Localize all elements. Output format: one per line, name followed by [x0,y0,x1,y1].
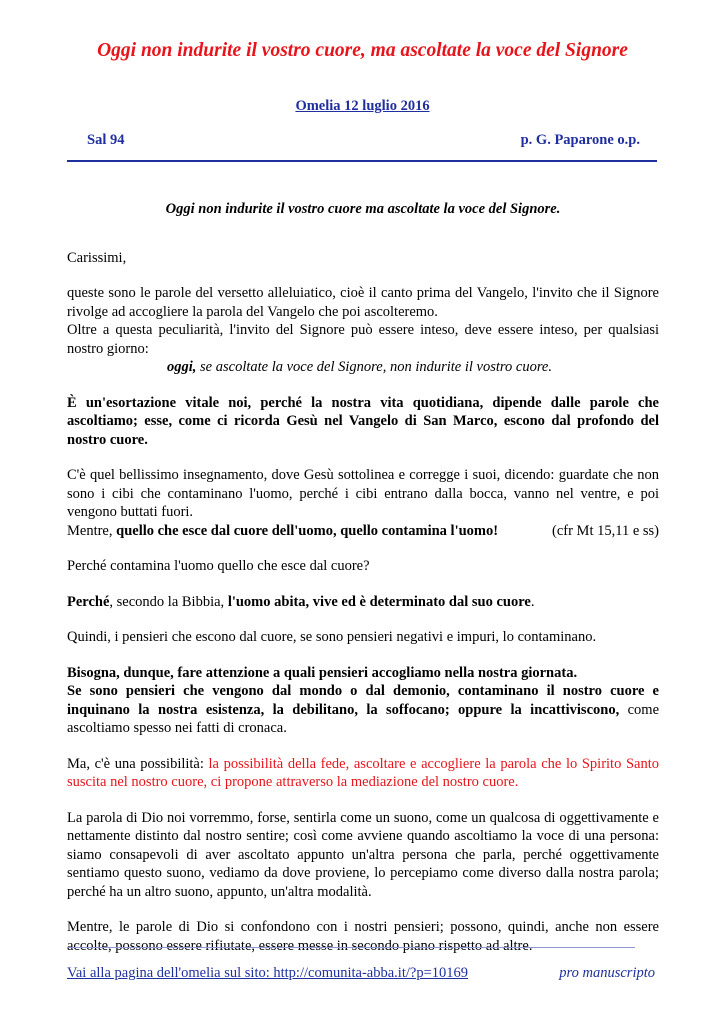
homily-body [67,200,659,972]
paragraph-3b [67,522,659,541]
paragraph-2: È un'esortazione vitale noi, perché la nostra vita quotidiana, dipende dalle parole che ascoltiamo; esse, come ci ricorda Gesù nel Vangelo di San Marco, escono dal profondo del nostro cuore. [67,394,659,448]
p5-bold-1: Perché [67,593,110,610]
homily-date [0,98,725,115]
page-title: Oggi non indurite il vostro cuore, ma ascoltate la voce del Signore [97,40,628,61]
psalm-reference: Sal 94 [87,132,125,148]
p3b-start: Mentre, [67,522,117,539]
cfr-reference: (cfr Mt 15,11 e ss) [552,522,659,539]
subtitle: Oggi non indurite il vostro cuore ma ascoltate la voce del Signore. [165,201,561,217]
author-name: p. G. Paparone o.p. [520,132,640,148]
p5-mid: , secondo la Bibbia, [109,593,228,610]
quote-rest: se ascoltate la voce del Signore, non indurite il vostro cuore. [196,359,552,375]
paragraph-7a: Bisogna, dunque, fare attenzione a quali pensieri accogliamo nella nostra giornata. [67,664,578,681]
homily-date-text: Omelia 12 luglio 2016 [295,98,430,114]
footer-note: pro manuscripto [559,965,655,981]
p8-start: Ma, c'è una possibilità: [67,755,209,772]
homily-page-link[interactable]: Vai alla pagina dell'omelia sul sito: http://comunita-abba.it/?p=10169 [67,965,468,981]
paragraph-7b [67,682,659,738]
header-divider [67,160,657,162]
greeting: Carissimi, [67,249,127,266]
scripture-quote [67,358,659,377]
paragraph-6: Quindi, i pensieri che escono dal cuore, se sono pensieri negativi e impuri, lo contaminano. [67,629,597,645]
paragraph-5 [67,593,659,612]
p7b-end: come ascoltiamo spesso nei fatti di cronaca. [67,701,660,736]
p5-end: . [530,593,535,610]
quote-bold: oggi, [167,359,197,375]
footer-divider [67,947,635,948]
paragraph-9: La parola di Dio noi vorremmo, forse, sentirla come un suono, come un qualcosa di oggettivamente e nettamente distinto dal nostro sentire; così come avviene quando ascoltiamo la voce di una persona: siamo consapevoli di aver ascoltato appunto un'altra persona che parla, perché oggettivamente sentiamo questo suono, vediamo da dove proviene, lo percepiamo come diverso dalla nostra parola; perché ha un altro suono, appunto, un'altra modalità. [67,809,659,900]
paragraph-4: Perché contamina l'uomo quello che esce dal cuore? [67,558,370,574]
paragraph-3: C'è quel bellissimo insegnamento, dove Gesù sottolinea e corregge i suoi, dicendo: guardate che non sono i cibi che contaminano l'uomo, perché i cibi entrano dalla bocca, vanno nel ventre, e poi vengono buttati fuori. [67,467,659,520]
paragraph-10: Mentre, le parole di Dio si confondono con i nostri pensieri; possono, quindi, anche non essere accolte, possono essere rifiutate, essere messe in secondo piano rispetto ad altre. [67,919,659,954]
paragraph-1b: Oltre a questa peculiarità, l'invito del Signore può essere inteso, deve essere inteso, per qualsiasi nostro giorno: [67,322,659,357]
p5-bold-2: l'uomo abita, vive ed è determinato dal suo cuore [227,593,531,610]
paragraph-8 [67,755,659,792]
p8-red-text: la possibilità della fede, ascoltare e accogliere la parola che lo Spirito Santo suscita nel nostro cuore, ci propone attraverso la mediazione del nostro cuore. [67,755,659,790]
paragraph-1: queste sono le parole del versetto alleluiatico, cioè il canto prima del Vangelo, l'invito che il Signore rivolge ad accogliere la parola del Vangelo che poi ascolteremo. [67,285,659,320]
p7b-bold: Se sono pensieri che vengono dal mondo o dal demonio, contaminano il nostro cuore e inquinano la nostra esistenza, la debilitano, la soffocano; oppure la incattiviscono, [67,683,659,718]
p3b-bold: quello che esce dal cuore dell'uomo, quello contamina l'uomo! [116,522,499,539]
